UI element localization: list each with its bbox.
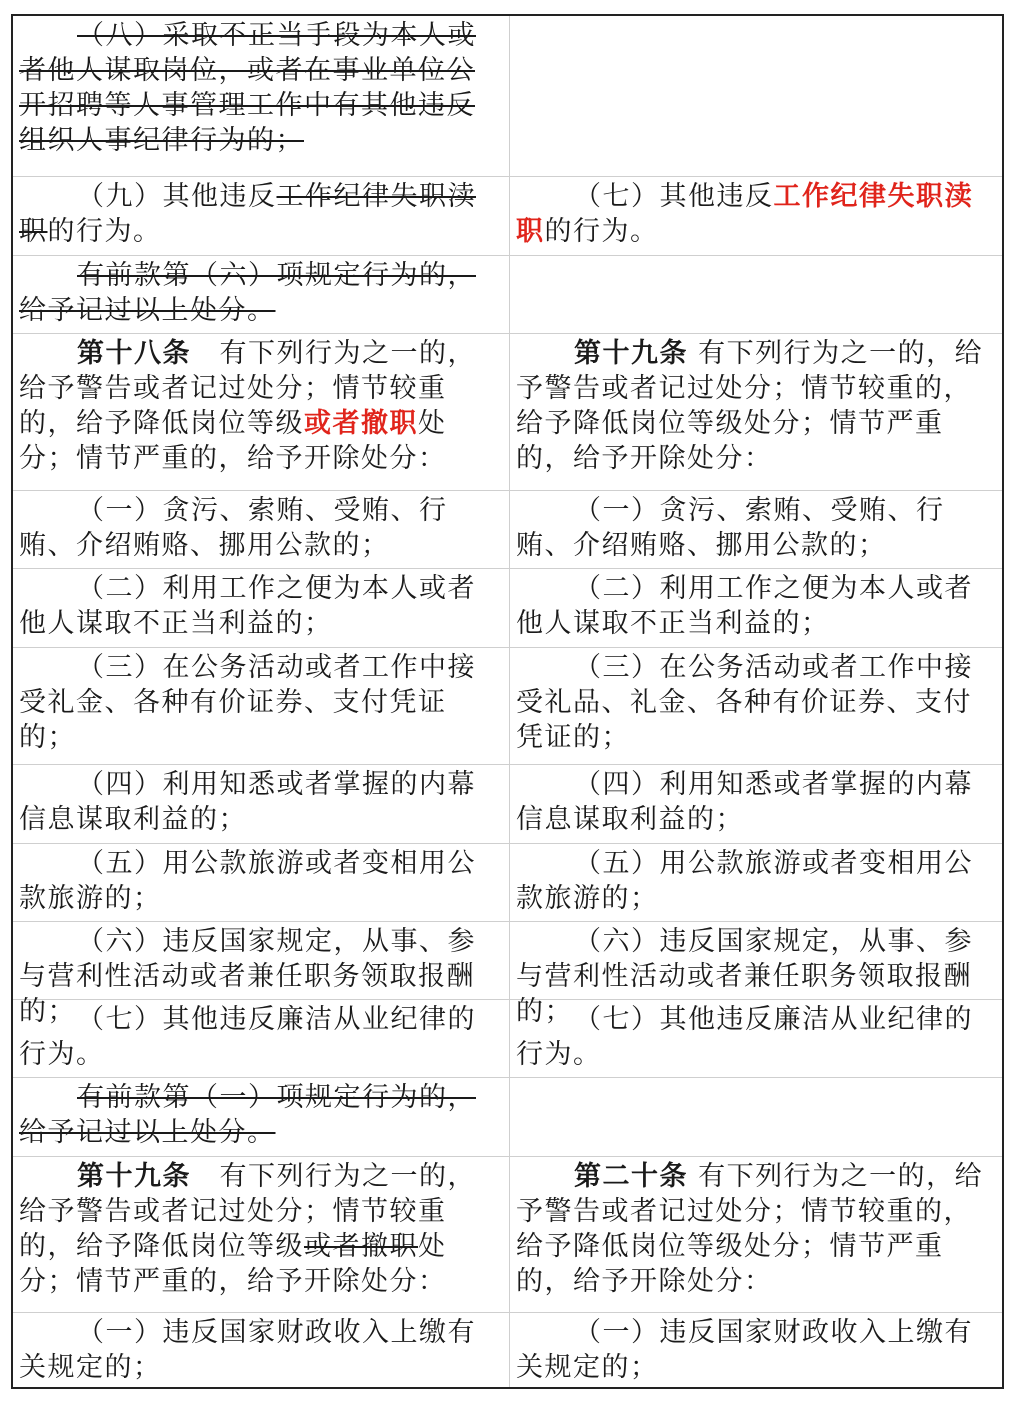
text-run: 或者撤职 <box>304 1231 418 1262</box>
clause-text <box>19 336 503 476</box>
clause-text <box>516 336 996 476</box>
text-run: 处分；情节严重的，给予开除处分： <box>19 408 447 474</box>
text-run: （七）其他违反廉洁从业纪律的行为。 <box>516 1004 973 1070</box>
article-number: 第十九条 <box>574 338 688 369</box>
text-run: 有前款第（六）项规定行为的，给予记过以上处分。 <box>19 260 476 326</box>
table-row <box>13 334 1002 491</box>
new-text-cell <box>510 1313 1002 1387</box>
old-text-cell <box>13 844 510 921</box>
clause-text <box>516 571 996 641</box>
clause-text <box>19 1315 503 1385</box>
text-run: （八）采取不正当手段为本人或者他人谋取岗位，或者在事业单位公开招聘等人事管理工作中有其他违反组织人事纪律行为的； <box>19 20 476 156</box>
clause-text <box>516 767 996 837</box>
table-row <box>13 569 1002 648</box>
clause-text <box>516 1159 996 1299</box>
old-text-cell <box>13 1157 510 1312</box>
old-text-cell <box>13 256 510 333</box>
article-number: 第十八条 <box>77 338 191 369</box>
new-text-cell <box>510 16 1002 176</box>
comparison-table <box>11 14 1004 1389</box>
text-run: 有下列行为之一的，给予警告或者记过处分；情节较重的，给予降低岗位等级 <box>19 1161 476 1262</box>
old-text-cell <box>13 648 510 764</box>
text-run: （五）用公款旅游或者变相用公款旅游的； <box>19 848 476 914</box>
new-text-cell <box>510 1157 1002 1312</box>
old-text-cell <box>13 1313 510 1387</box>
text-run: 有下列行为之一的，给予警告或者记过处分；情节较重的，给予降低岗位等级处分；情节严重的，给予开除处分： <box>516 338 984 474</box>
clause-text <box>516 846 996 916</box>
text-run: （一）贪污、索贿、受贿、行贿、介绍贿赂、挪用公款的； <box>19 495 448 561</box>
table-row <box>13 844 1002 922</box>
clause-text <box>516 493 996 563</box>
old-text-cell <box>13 922 510 1027</box>
text-run: （五）用公款旅游或者变相用公款旅游的； <box>516 848 973 914</box>
clause-text <box>19 1159 503 1299</box>
text-run: （九）其他违反 <box>77 181 277 212</box>
text-run: （六）违反国家规定，从事、参与营利性活动或者兼任职务领取报酬的； <box>516 926 973 1027</box>
article-number: 第十九条 <box>77 1161 191 1192</box>
old-text-cell <box>13 177 510 255</box>
text-run: （七）其他违反廉洁从业纪律的行为。 <box>19 1004 476 1070</box>
text-run: （四）利用知悉或者掌握的内幕信息谋取利益的； <box>19 769 476 835</box>
new-text-cell <box>510 765 1002 843</box>
clause-text <box>19 493 503 563</box>
new-text-cell <box>510 922 1002 1027</box>
table-row <box>13 1313 1002 1387</box>
table-row <box>13 922 1002 1027</box>
table-row <box>13 765 1002 844</box>
new-text-cell <box>510 334 1002 490</box>
text-run: 工作纪律失职渎职 <box>516 181 973 247</box>
new-text-cell <box>510 491 1002 568</box>
new-text-cell <box>510 256 1002 333</box>
new-text-cell <box>510 569 1002 647</box>
text-run: （二）利用工作之便为本人或者他人谋取不正当利益的； <box>19 573 476 639</box>
old-text-cell <box>13 16 510 176</box>
table-row <box>13 648 1002 765</box>
old-text-cell <box>13 569 510 647</box>
clause-text <box>19 767 503 837</box>
old-text-cell <box>13 765 510 843</box>
text-run: 有前款第（一）项规定行为的，给予记过以上处分。 <box>19 1082 476 1148</box>
table-row <box>13 1078 1002 1157</box>
article-number: 第二十条 <box>574 1161 688 1192</box>
text-run: （一）违反国家财政收入上缴有关规定的； <box>19 1317 476 1383</box>
old-text-cell <box>13 491 510 568</box>
text-run: （一）贪污、索贿、受贿、行贿、介绍贿赂、挪用公款的； <box>516 495 945 561</box>
text-run: （三）在公务活动或者工作中接受礼金、各种有价证券、支付凭证的； <box>19 652 476 753</box>
clause-text <box>19 179 503 249</box>
old-text-cell <box>13 1000 510 1077</box>
text-run: （三）在公务活动或者工作中接受礼品、礼金、各种有价证券、支付凭证的； <box>516 652 973 753</box>
old-text-cell <box>13 1078 510 1156</box>
text-run: （七）其他违反 <box>574 181 774 212</box>
clause-text <box>19 1002 503 1072</box>
text-run: 处分；情节严重的，给予开除处分： <box>19 1231 447 1297</box>
old-text-cell <box>13 334 510 490</box>
clause-text <box>516 1002 996 1072</box>
text-run: （六）违反国家规定，从事、参与营利性活动或者兼任职务领取报酬的； <box>19 926 476 1027</box>
clause-text <box>19 1080 503 1150</box>
table-row <box>13 16 1002 177</box>
clause-text <box>19 258 503 328</box>
table-row <box>13 491 1002 569</box>
text-run: （四）利用知悉或者掌握的内幕信息谋取利益的； <box>516 769 973 835</box>
clause-text <box>19 18 503 158</box>
new-text-cell <box>510 1000 1002 1077</box>
table-row <box>13 177 1002 256</box>
text-run: 的行为。 <box>47 216 162 247</box>
table-row <box>13 256 1002 334</box>
clause-text <box>516 1315 996 1385</box>
text-run: 的行为。 <box>544 216 659 247</box>
text-run: （二）利用工作之便为本人或者他人谋取不正当利益的； <box>516 573 973 639</box>
text-run: 或者撤职 <box>304 408 418 439</box>
text-run: （一）违反国家财政收入上缴有关规定的； <box>516 1317 973 1383</box>
new-text-cell <box>510 648 1002 764</box>
clause-text <box>19 846 503 916</box>
text-run: 有下列行为之一的，给予警告或者记过处分；情节较重的，给予降低岗位等级 <box>19 338 476 439</box>
table-row <box>13 1157 1002 1313</box>
clause-text <box>19 571 503 641</box>
new-text-cell <box>510 177 1002 255</box>
text-run: 有下列行为之一的，给予警告或者记过处分；情节较重的，给予降低岗位等级处分；情节严重的，给予开除处分： <box>516 1161 984 1297</box>
new-text-cell <box>510 844 1002 921</box>
text-run: 工作纪律失职渎职 <box>19 181 476 247</box>
clause-text <box>516 179 996 249</box>
clause-text <box>516 650 996 755</box>
new-text-cell <box>510 1078 1002 1156</box>
clause-text <box>19 650 503 755</box>
table-row <box>13 1000 1002 1078</box>
